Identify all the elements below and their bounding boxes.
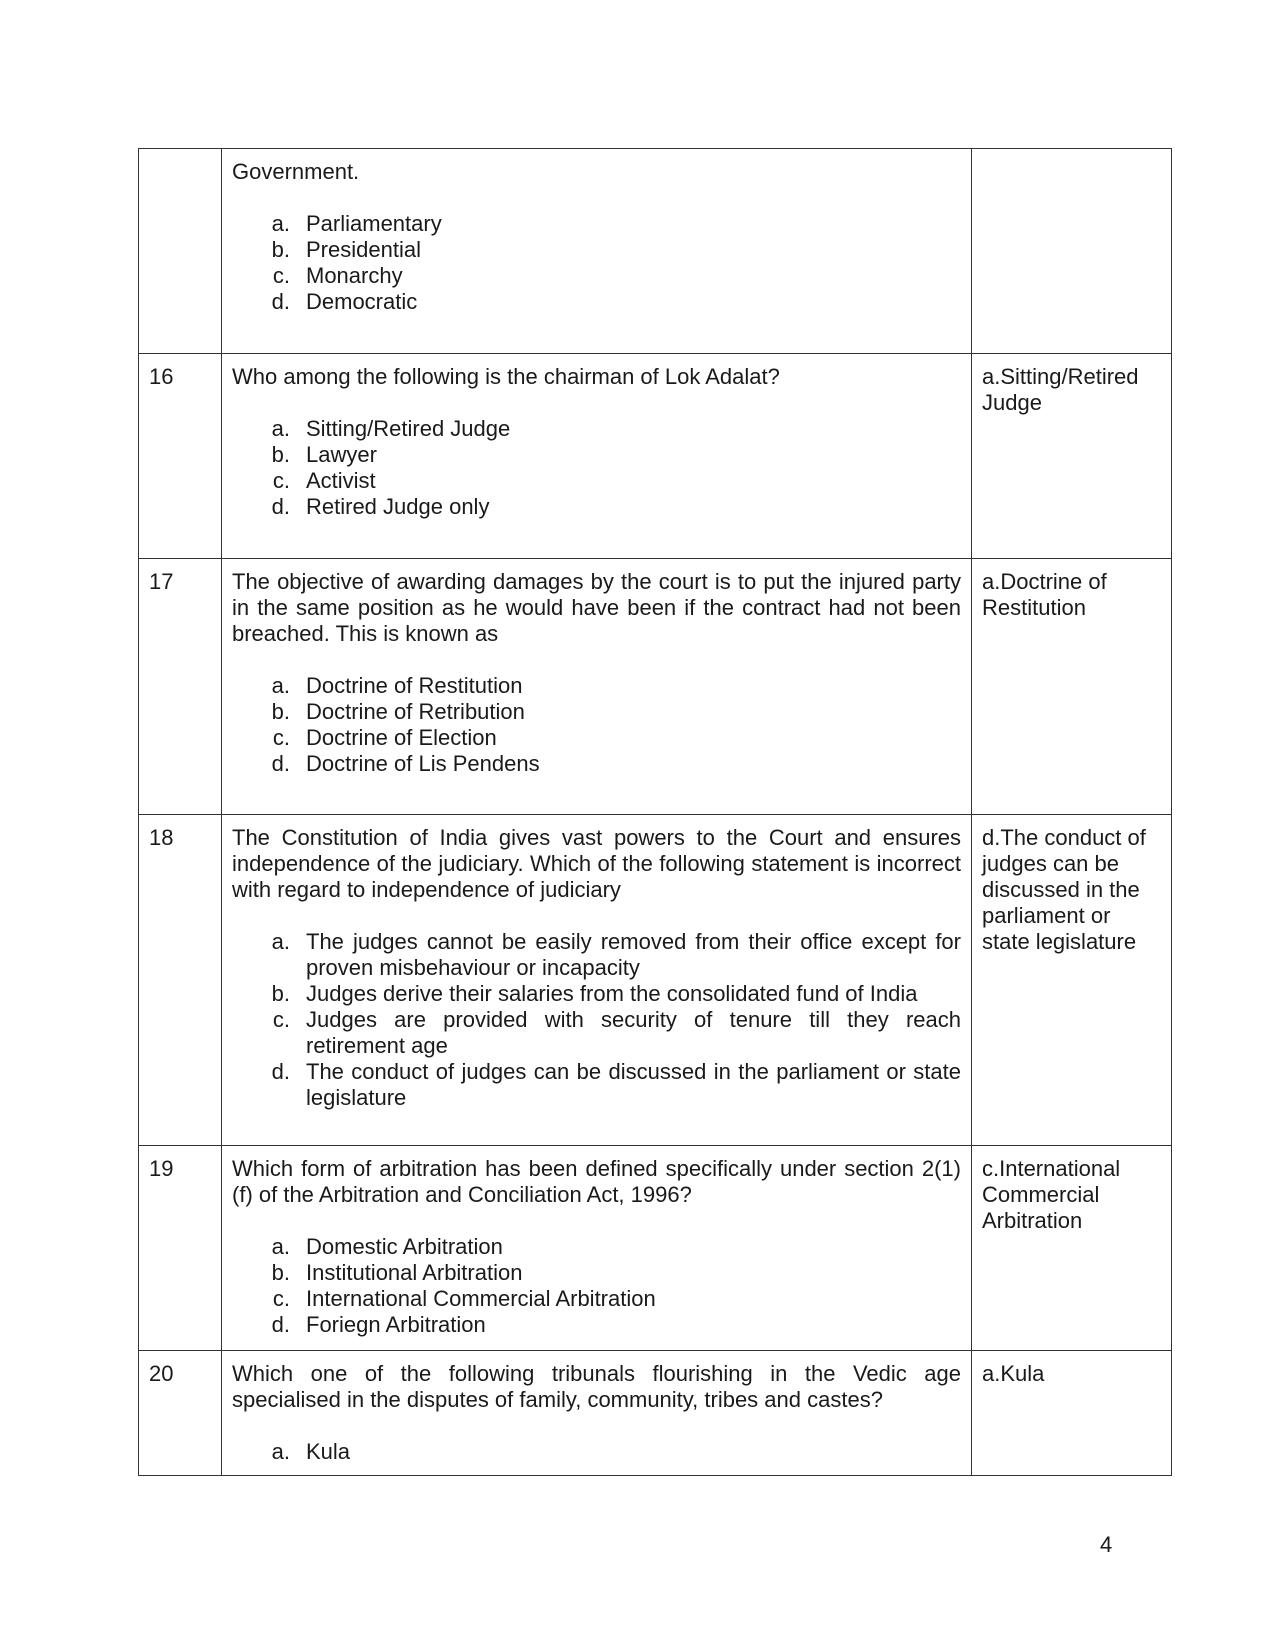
answer-cell: a.Doctrine of Restitution bbox=[972, 559, 1172, 815]
page-number: 4 bbox=[1100, 1532, 1113, 1557]
option-letter: a. bbox=[271, 211, 290, 236]
option-letter: d. bbox=[271, 289, 290, 314]
question-row bbox=[139, 559, 1172, 815]
option-text: Presidential bbox=[306, 237, 421, 262]
question-number: 17 bbox=[139, 559, 222, 815]
option-text: Kula bbox=[306, 1439, 351, 1464]
answer-cell: a.Kula bbox=[972, 1351, 1172, 1476]
question-row bbox=[139, 149, 1172, 354]
option-item bbox=[232, 289, 961, 315]
option-item bbox=[232, 416, 961, 442]
question-cell bbox=[222, 1351, 972, 1476]
question-row bbox=[139, 1146, 1172, 1351]
option-item bbox=[232, 929, 961, 981]
option-letter: b. bbox=[271, 699, 290, 724]
option-list bbox=[232, 211, 961, 315]
option-item bbox=[232, 725, 961, 751]
answer-cell bbox=[972, 149, 1172, 354]
option-letter: a. bbox=[271, 416, 290, 441]
question-number: 18 bbox=[139, 815, 222, 1146]
option-item bbox=[232, 1312, 961, 1338]
question-stem: The Constitution of India gives vast powers to the Court and ensures independence of the judiciary. Which of the following statement is incorrect with regard to independence of judiciary bbox=[232, 825, 961, 902]
option-letter: c. bbox=[272, 468, 290, 493]
option-text: Doctrine of Lis Pendens bbox=[306, 751, 540, 776]
option-text: Judges are provided with security of tenure till they reach retirement age bbox=[306, 1007, 961, 1058]
answer-cell: a.Sitting/Retired Judge bbox=[972, 354, 1172, 559]
question-number: 19 bbox=[139, 1146, 222, 1351]
question-stem: Government. bbox=[232, 159, 360, 184]
option-letter: a. bbox=[271, 673, 290, 698]
option-item bbox=[232, 211, 961, 237]
option-list bbox=[232, 416, 961, 520]
option-item bbox=[232, 1059, 961, 1111]
option-text: Foriegn Arbitration bbox=[306, 1312, 486, 1337]
option-list bbox=[232, 673, 961, 777]
option-text: Judges derive their salaries from the consolidated fund of India bbox=[306, 981, 918, 1006]
option-item bbox=[232, 699, 961, 725]
option-letter: b. bbox=[271, 442, 290, 467]
option-letter: c. bbox=[272, 725, 290, 750]
option-letter: d. bbox=[271, 751, 290, 776]
option-letter: c. bbox=[272, 263, 290, 288]
question-cell bbox=[222, 559, 972, 815]
option-list bbox=[232, 1234, 961, 1338]
option-letter: a. bbox=[271, 929, 290, 954]
option-list bbox=[232, 929, 961, 1111]
option-letter: c. bbox=[272, 1007, 290, 1032]
option-text: Domestic Arbitration bbox=[306, 1234, 503, 1259]
option-item bbox=[232, 468, 961, 494]
option-letter: d. bbox=[271, 494, 290, 519]
option-item bbox=[232, 237, 961, 263]
answer-cell: c.International Commercial Arbitration bbox=[972, 1146, 1172, 1351]
option-text: Doctrine of Retribution bbox=[306, 699, 525, 724]
question-cell bbox=[222, 149, 972, 354]
option-item bbox=[232, 673, 961, 699]
option-item bbox=[232, 1260, 961, 1286]
option-text: Institutional Arbitration bbox=[306, 1260, 523, 1285]
question-row bbox=[139, 1351, 1172, 1476]
option-text: The conduct of judges can be discussed in the parliament or state legislature bbox=[306, 1059, 961, 1110]
option-text: Sitting/Retired Judge bbox=[306, 416, 511, 441]
question-table bbox=[138, 148, 1172, 1476]
question-cell bbox=[222, 815, 972, 1146]
option-letter: d. bbox=[271, 1059, 290, 1084]
option-item bbox=[232, 981, 961, 1007]
option-text: The judges cannot be easily removed from their office except for proven misbehaviour or incapacity bbox=[306, 929, 961, 980]
option-letter: a. bbox=[271, 1439, 290, 1464]
option-text: International Commercial Arbitration bbox=[306, 1286, 656, 1311]
option-item bbox=[232, 1234, 961, 1260]
option-text: Parliamentary bbox=[306, 211, 442, 236]
question-cell bbox=[222, 1146, 972, 1351]
question-stem: The objective of awarding damages by the court is to put the injured party in the same position as he would have been if the contract had not been breached. This is known as bbox=[232, 569, 961, 646]
option-letter: d. bbox=[271, 1312, 290, 1337]
option-item bbox=[232, 1286, 961, 1312]
question-stem: Which one of the following tribunals flourishing in the Vedic age specialised in the disputes of family, community, tribes and castes? bbox=[232, 1361, 961, 1412]
option-text: Retired Judge only bbox=[306, 494, 490, 519]
question-cell bbox=[222, 354, 972, 559]
question-number: 20 bbox=[139, 1351, 222, 1476]
answer-cell: d.The conduct of judges can be discussed in the parliament or state legislature bbox=[972, 815, 1172, 1146]
question-row bbox=[139, 354, 1172, 559]
option-text: Activist bbox=[306, 468, 376, 493]
question-number bbox=[139, 149, 222, 354]
option-letter: b. bbox=[271, 981, 290, 1006]
question-row bbox=[139, 815, 1172, 1146]
option-item bbox=[232, 1007, 961, 1059]
question-stem: Who among the following is the chairman of Lok Adalat? bbox=[232, 364, 780, 389]
option-item bbox=[232, 751, 961, 777]
option-item bbox=[232, 263, 961, 289]
option-letter: a. bbox=[271, 1234, 290, 1259]
option-text: Lawyer bbox=[306, 442, 377, 467]
option-item bbox=[232, 442, 961, 468]
question-stem: Which form of arbitration has been defined specifically under section 2(1)(f) of the Arbitration and Conciliation Act, 1996? bbox=[232, 1156, 961, 1207]
question-number: 16 bbox=[139, 354, 222, 559]
option-text: Doctrine of Restitution bbox=[306, 673, 523, 698]
option-item bbox=[232, 1439, 961, 1465]
option-text: Doctrine of Election bbox=[306, 725, 497, 750]
option-letter: b. bbox=[271, 237, 290, 262]
option-text: Democratic bbox=[306, 289, 418, 314]
option-item bbox=[232, 494, 961, 520]
option-list bbox=[232, 1439, 961, 1465]
option-text: Monarchy bbox=[306, 263, 403, 288]
option-letter: b. bbox=[271, 1260, 290, 1285]
option-letter: c. bbox=[272, 1286, 290, 1311]
